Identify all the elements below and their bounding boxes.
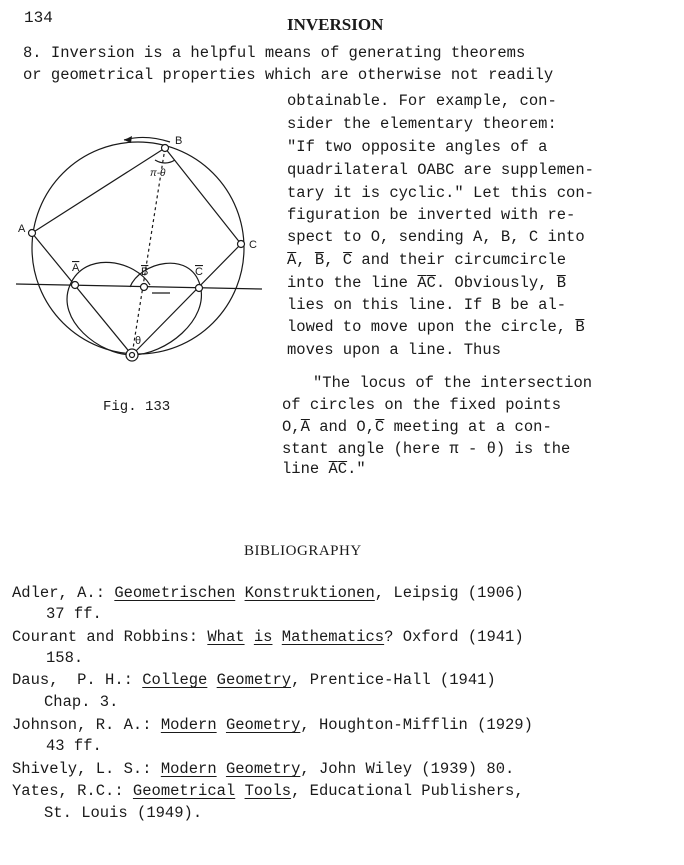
bib-entry-cont: 158. (46, 649, 84, 667)
section-line: or geometrical properties which are otherwise not readily (23, 66, 554, 84)
bib-space (235, 782, 244, 800)
point-bbar (141, 284, 148, 291)
bib-entry (12, 673, 496, 689)
bib-author: Yates, R.C.: (12, 782, 133, 800)
bib-title: College (142, 671, 208, 689)
section-line: into the line A̅C̅. Obviously, B̅ (287, 274, 567, 292)
section-line: spect to O, sending A, B, C into (287, 228, 585, 246)
bib-space (272, 628, 281, 646)
bib-publisher: , John Wiley (1939) 80. (300, 760, 515, 778)
label-cbar: C (195, 266, 203, 278)
bib-title: is (253, 628, 273, 646)
section-line: figuration be inverted with re- (287, 206, 576, 224)
quote-line: O,A̅ and O,C̅ meeting at a con- (282, 418, 552, 436)
section-line: obtainable. For example, con- (287, 92, 557, 110)
point-cbar (196, 285, 203, 292)
bib-author: Johnson, R. A.: (12, 716, 161, 734)
bib-publisher: , Leipsig (1906) (374, 584, 524, 602)
segment-co (132, 244, 241, 355)
segment-bo (132, 148, 165, 355)
section-line: "If two opposite angles of a (287, 138, 548, 156)
bibliography-title: BIBLIOGRAPHY (244, 543, 362, 559)
point-b (162, 145, 169, 152)
section-line: moves upon a line. Thus (287, 341, 501, 359)
point-a (29, 230, 36, 237)
bib-space (245, 628, 254, 646)
bib-entry (12, 762, 514, 778)
label-a: A (18, 223, 26, 235)
bib-entry (12, 630, 524, 646)
bib-space (217, 760, 226, 778)
figure-caption: Fig. 133 (103, 399, 171, 415)
bib-title: Geometrischen (114, 584, 236, 602)
bib-space (207, 671, 216, 689)
bib-entry (12, 718, 533, 734)
quote-line: "The locus of the intersection (313, 374, 593, 392)
label-bbar: B (141, 266, 149, 278)
section-line: A̅, B̅, C̅ and their circumcircle (287, 251, 567, 269)
section-line: sider the elementary theorem: (287, 115, 557, 133)
label-angle: π-θ (150, 168, 166, 179)
section-line: lies on this line. If B be al- (287, 296, 567, 314)
section-line: tary it is cyclic." Let this con- (287, 184, 594, 202)
bib-publisher: , Houghton-Mifflin (1929) (300, 716, 533, 734)
bib-author: Shively, L. S.: (12, 760, 161, 778)
label-abar: A (72, 262, 80, 274)
circumcircle (32, 142, 244, 354)
segment-bc (165, 148, 241, 244)
quote-line: stant angle (here π - θ) is the (282, 440, 571, 458)
bib-entry-cont: 37 ff. (46, 605, 102, 623)
point-c (238, 241, 245, 248)
bib-title: Geometry (216, 671, 292, 689)
bib-publisher: ? Oxford (1941) (384, 628, 524, 646)
bib-title: Tools (244, 782, 292, 800)
bib-entry-cont: Chap. 3. (44, 693, 119, 711)
bib-title: Geometry (225, 716, 301, 734)
section-line: quadrilateral OABC are supplemen- (287, 161, 594, 179)
bib-entry-cont: St. Louis (1949). (44, 804, 203, 822)
bib-publisher: , Educational Publishers, (291, 782, 524, 800)
label-c: C (249, 239, 257, 251)
label-o: θ (135, 335, 142, 347)
point-o-inner (130, 353, 135, 358)
bib-title: Modern (160, 716, 217, 734)
bib-entry (12, 586, 524, 602)
quote-line: of circles on the fixed points (282, 396, 562, 414)
page-number: 134 (24, 9, 53, 27)
bib-author: Daus, P. H.: (12, 671, 143, 689)
bib-entry-cont: 43 ff. (46, 737, 102, 755)
label-b: B (175, 135, 183, 147)
quote-line: line A̅C̅." (282, 460, 366, 478)
bib-title: Geometry (225, 760, 301, 778)
point-abar (72, 282, 79, 289)
bib-publisher: , Prentice-Hall (1941) (291, 671, 496, 689)
bib-entry (12, 784, 524, 800)
bib-space (235, 584, 244, 602)
segment-ao (32, 233, 132, 355)
segment-ab (32, 148, 165, 233)
angle-arc-b (155, 160, 175, 163)
bib-title: Mathematics (281, 628, 385, 646)
bib-author: Adler, A.: (12, 584, 115, 602)
section-line: lowed to move upon the circle, B̅ (287, 318, 585, 336)
page-header: INVERSION (287, 15, 384, 34)
bib-title: Modern (160, 760, 217, 778)
bib-space (217, 716, 226, 734)
inversion-line (16, 284, 262, 289)
bib-title: Geometrical (132, 782, 236, 800)
bib-author: Courant and Robbins: (12, 628, 208, 646)
section-line: 8. Inversion is a helpful means of generating theorems (23, 44, 526, 62)
bib-title: What (207, 628, 245, 646)
bib-title: Konstruktionen (244, 584, 375, 602)
